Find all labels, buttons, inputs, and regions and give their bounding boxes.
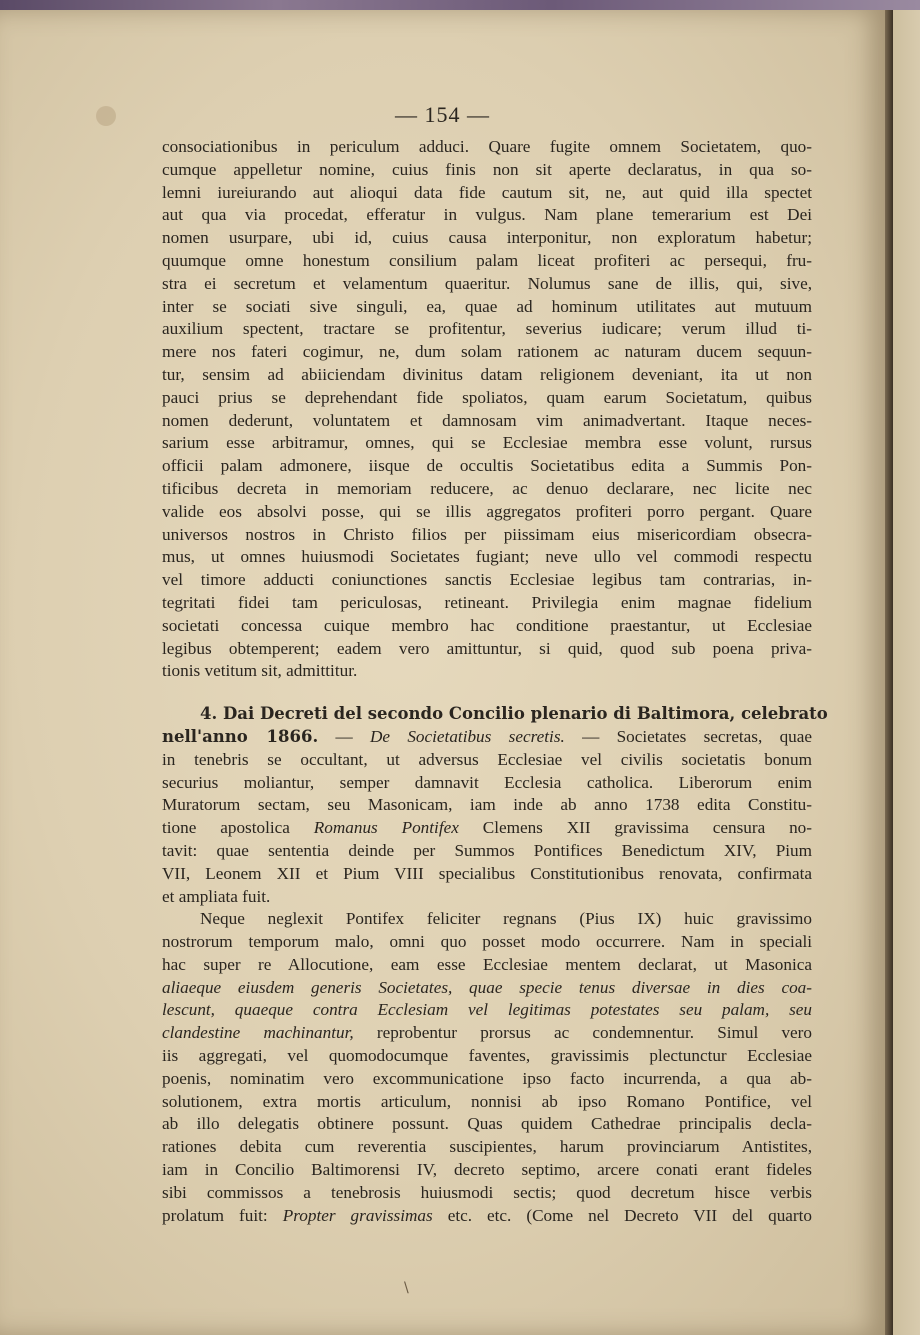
text-line: tionis vetitum sit, admittitur. bbox=[162, 661, 358, 681]
paragraph-pius bbox=[162, 908, 812, 1227]
pius-lines-a bbox=[162, 908, 812, 976]
last-italic: Propter gravissimas bbox=[282, 1205, 433, 1225]
text-line: stra ei secretum et velamentum quaeritur. Nolumus sane de illis, qui, sive, bbox=[162, 273, 812, 293]
pius-italic-lines bbox=[162, 977, 812, 1023]
text-line: tificibus decreta in memoriam reducere, ac denuo declarare, nec licite nec bbox=[162, 478, 812, 498]
text-line: sarium esse arbitramur, omnes, qui se Ecclesiae membra esse volunt, rursus bbox=[162, 433, 812, 453]
text-line: nomen usurpare, ubi id, cuius causa interponitur, non exploratum habetur; bbox=[162, 228, 812, 248]
text-line: legibus obtemperent; eadem vero amittuntur, si quid, quod sub poena priva- bbox=[162, 638, 812, 658]
line-clandestine bbox=[162, 1022, 812, 1045]
text-line: in tenebris se occultant, ut adversus Ecclesiae vel civilis societatis bonum bbox=[162, 749, 812, 769]
text-line: lescunt, quaeque contra Ecclesiam vel legitimas potestates seu palam, seu bbox=[162, 1000, 812, 1020]
text-line: Muratorum sectam, seu Masonicam, iam inde ab anno 1738 edita Constitu- bbox=[162, 795, 812, 815]
heading-rest: — Societates secretas, quae bbox=[564, 726, 813, 746]
text-line: societati concessa cuique membro hac conditione praestantur, ut Ecclesiae bbox=[162, 615, 812, 635]
paragraph-constitution bbox=[162, 136, 812, 683]
text-line: mus, ut omnes huiusmodi Societates fugiant; neve ullo vel commodi respectu bbox=[162, 547, 812, 567]
text-line: pauci prius se deprehendant fide spoliatos, quam earum Societatum, quibus bbox=[162, 387, 812, 407]
romanus-post: Clemens XII gravissima censura no- bbox=[458, 818, 813, 838]
baltimore-lines-a bbox=[162, 749, 812, 817]
text-line: poenis, nominatim vero excommunicatione ipso facto incurrenda, a qua ab- bbox=[162, 1068, 812, 1088]
text-line: cumque appelletur nomine, cuius finis non sit aperte declaratus, in qua so- bbox=[162, 159, 812, 179]
text-line: aut qua via procedat, efferatur in vulgus. Nam plane temerarium est Dei bbox=[162, 205, 812, 225]
text-line: mere nos fateri cogimur, ne, dum solam rationem ac naturam ducem sequun- bbox=[162, 342, 812, 362]
book-spine bbox=[885, 10, 893, 1335]
heading-title-italic: De Societatibus secretis. bbox=[369, 726, 565, 746]
text-line: valide eos absolvi posse, qui se illis aggregatos profiteri porro pergant. Quare bbox=[162, 501, 812, 521]
heading-line-2 bbox=[162, 726, 812, 749]
paragraph-baltimore bbox=[162, 703, 828, 908]
text-line: universos nostros in Christo filios per piissimam eius misericordiam obsecra- bbox=[162, 524, 812, 544]
text-line: sibi commissos a tenebrosis huiusmodi sectis; quod decretum hisce verbis bbox=[162, 1182, 812, 1202]
text-line: nostrorum temporum malo, omni quo posset modo occurrere. Nam in speciali bbox=[162, 932, 812, 952]
pius-lines-b bbox=[162, 1045, 812, 1205]
text-line: iis aggregati, vel quomodocumque faventes, gravissimis plectunctur Ecclesiae bbox=[162, 1046, 812, 1066]
text-line: lemni iureiurando aut alioqui data fide cautum sit, ne, aut quid illa spectet bbox=[162, 182, 812, 202]
page-text bbox=[162, 136, 828, 1227]
text-line: et ampliata fuit. bbox=[162, 886, 271, 906]
text-line: quumque omne honestum consilium palam liceat profiteri ac persequi, fru- bbox=[162, 250, 812, 270]
romanus-italic: Romanus Pontifex bbox=[313, 818, 459, 838]
text-line: ab illo delegatis obtinere possunt. Quas quidem Cathedrae principalis decla- bbox=[162, 1114, 812, 1134]
text-line: tegritati fidei tam periculosas, retineant. Privilegia enim magnae fidelium bbox=[162, 592, 812, 612]
text-line: securius moliantur, semper damnavit Ecclesia catholica. Liberorum enim bbox=[162, 772, 812, 792]
line-romanus bbox=[162, 817, 812, 840]
text-line: hac super re Allocutione, eam esse Ecclesiae mentem declarat, ut Masonica bbox=[162, 954, 812, 974]
text-line: vel timore adducti coniunctiones sanctis Ecclesiae legibus tam contrarias, in- bbox=[162, 570, 812, 590]
line-last bbox=[162, 1205, 812, 1228]
heading-dash: — bbox=[318, 726, 370, 746]
text-line: consociationibus in periculum adduci. Quare fugite omnem Societatem, quo- bbox=[162, 137, 812, 156]
next-page-edge bbox=[893, 10, 920, 1335]
clandestine-rest: reprobentur prorsus ac condemnentur. Simul vero bbox=[353, 1023, 813, 1043]
book-page bbox=[0, 10, 885, 1335]
text-line: nomen dederunt, voluntatem et damnosam vim animadvertant. Itaque neces- bbox=[162, 410, 812, 430]
text-line: rationes debita cum reverentia suscipientes, harum provinciarum Antistites, bbox=[162, 1137, 812, 1157]
text-line: tur, sensim ad abiiciendam divinitus datam religionem deveniant, ita ut non bbox=[162, 364, 812, 384]
text-line: VII, Leonem XII et Pium VIII specialibus Constitutionibus renovata, confirmata bbox=[162, 863, 812, 883]
clandestine-italic: clandestine machinantur, bbox=[162, 1023, 354, 1043]
last-post: etc. etc. (Come nel Decreto VII del quarto bbox=[432, 1205, 813, 1225]
stray-mark: \ bbox=[404, 1280, 409, 1296]
text-line: officii palam admonere, iisque de occultis Societatibus edita a Summis Pon- bbox=[162, 456, 812, 476]
text-line: Neque neglexit Pontifex feliciter regnans (Pius IX) huic gravissimo bbox=[200, 909, 812, 929]
text-line: aliaeque eiusdem generis Societates, quae specie tenus diversae in dies coa- bbox=[162, 977, 812, 997]
text-line: solutionem, extra mortis articulum, nonnisi ab ipso Romano Pontifice, vel bbox=[162, 1091, 812, 1111]
romanus-pre: tione apostolica bbox=[162, 818, 314, 838]
baltimore-lines-b bbox=[162, 840, 812, 908]
last-pre: prolatum fuit: bbox=[162, 1205, 283, 1225]
page-number: — 154 — bbox=[395, 102, 490, 127]
text-line: inter se sociati sive singuli, ea, quae ad hominum utilitates aut mutuum bbox=[162, 296, 812, 316]
text-line: auxilium spectent, tractare se profitentur, severius iudicare; verum illud ti- bbox=[162, 319, 812, 339]
section-gap bbox=[162, 683, 812, 703]
heading-year: nell'anno 1866. bbox=[162, 726, 319, 746]
section-heading: 4. Dai Decreti del secondo Concilio plenario di Baltimora, celebrato bbox=[200, 704, 828, 724]
text-line: tavit: quae sententia deinde per Summos Pontifices Benedictum XIV, Pium bbox=[162, 840, 812, 860]
text-line: iam in Concilio Baltimorensi IV, decreto septimo, arcere conati erant fideles bbox=[162, 1160, 812, 1180]
